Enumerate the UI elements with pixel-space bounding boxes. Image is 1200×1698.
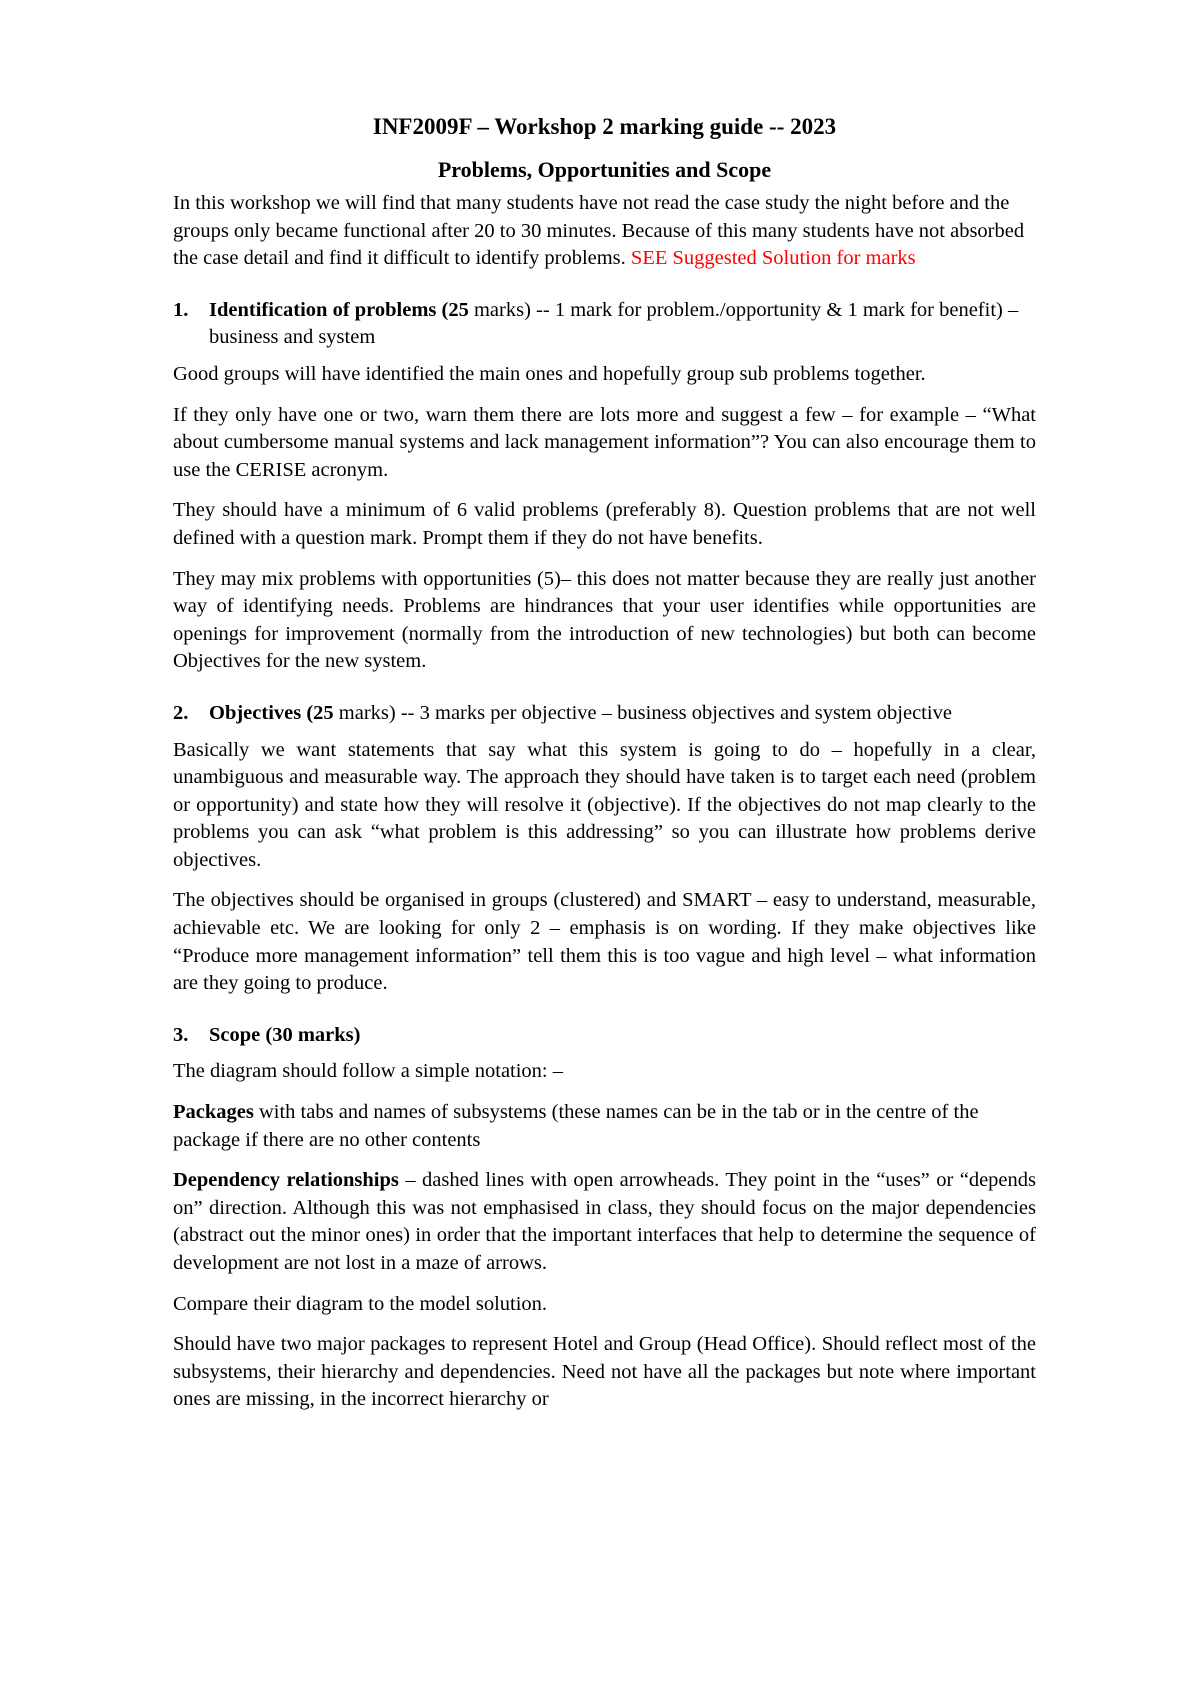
section-1-heading	[173, 297, 1036, 352]
packages-text: with tabs and names of subsystems (these names can be in the tab or in the centre of the package if there are no other contents	[173, 1101, 979, 1151]
section-2-heading	[173, 700, 1036, 728]
section-3-title: Scope (30 marks)	[209, 1023, 361, 1046]
section-2-paragraph: The objectives should be organised in groups (clustered) and SMART – easy to understand, measurable, achievable etc. We are looking for only 2 – emphasis is on wording. If they make objectives like “Produce more management information” tell them this is too vague and high level – what information are they going to produce.	[173, 889, 1036, 995]
dependency-text: – dashed lines with open arrowheads. They point in the “uses” or “depends on” direction. Although this was not emphasised in class, they should focus on the major dependencies (abstract out the minor ones) in order that the important interfaces that help to determine the sequence of development are not lost in a maze of arrows.	[173, 1169, 1036, 1274]
intro-paragraph	[173, 190, 1036, 273]
packages-term: Packages	[173, 1101, 254, 1124]
section-3-number: 3.	[173, 1023, 189, 1046]
section-1-paragraph: They should have a minimum of 6 valid problems (preferably 8). Question problems that are not well defined with a question mark. Prompt them if they do not have benefits.	[173, 499, 1036, 549]
dependency-term: Dependency relationships	[173, 1169, 399, 1192]
section-1-paragraph: They may mix problems with opportunities (5)– this does not matter because they are really just another way of identifying needs. Problems are hindrances that your user identifies while opportunities are openings for improvement (normally from the introduction of new technologies) but both can become Objectives for the new system.	[173, 567, 1036, 673]
section-1-paragraph: If they only have one or two, warn them there are lots more and suggest a few – for example – “What about cumbersome manual systems and lack management information”? You can also encourage them to use the CERISE acronym.	[173, 403, 1036, 481]
section-3-notation-intro: The diagram should follow a simple notation: –	[173, 1060, 564, 1083]
section-3-dependency-paragraph	[173, 1167, 1036, 1277]
section-2-title-rest: marks) -- 3 marks per objective – business objectives and system objective	[333, 701, 952, 724]
section-2-title: Objectives (25	[209, 701, 334, 724]
document-subtitle: Problems, Opportunities and Scope	[437, 157, 772, 182]
section-3-final: Should have two major packages to represent Hotel and Group (Head Office). Should reflect most of the subsystems, their hierarchy and dependencies. Need not have all the packages but note where important ones are missing, in the incorrect hierarchy or	[173, 1333, 1036, 1411]
section-1-paragraph: Good groups will have identified the main ones and hopefully group sub problems together.	[173, 362, 926, 385]
document-title: INF2009F – Workshop 2 marking guide -- 2023	[372, 114, 837, 139]
section-3-heading	[173, 1022, 1036, 1050]
intro-text: In this workshop we will find that many students have not read the case study the night before and the groups only became functional after 20 to 30 minutes. Because of this many students have not absorbed the case detail and find it difficult to identify problems.	[173, 192, 1025, 270]
section-1-title-rest: marks) -- 1 mark for problem./opportunity & 1 mark for benefit) – business and system	[209, 298, 1019, 349]
document-page	[173, 112, 1036, 1427]
section-2-number: 2.	[173, 701, 189, 724]
section-3-compare: Compare their diagram to the model solution.	[173, 1292, 548, 1315]
section-2-paragraph: Basically we want statements that say what this system is going to do – hopefully in a clear, unambiguous and measurable way. The approach they should have taken is to target each need (problem or opportunity) and state how they will resolve it (objective). If the objectives do not map clearly to the problems you can ask “what problem is this addressing” so you can illustrate how problems derive objectives.	[173, 738, 1036, 871]
section-1-title: Identification of problems (25	[209, 298, 469, 321]
section-1-number: 1.	[173, 298, 189, 321]
section-3-packages-paragraph	[173, 1099, 1036, 1154]
intro-red-note: SEE Suggested Solution for marks	[630, 247, 916, 270]
